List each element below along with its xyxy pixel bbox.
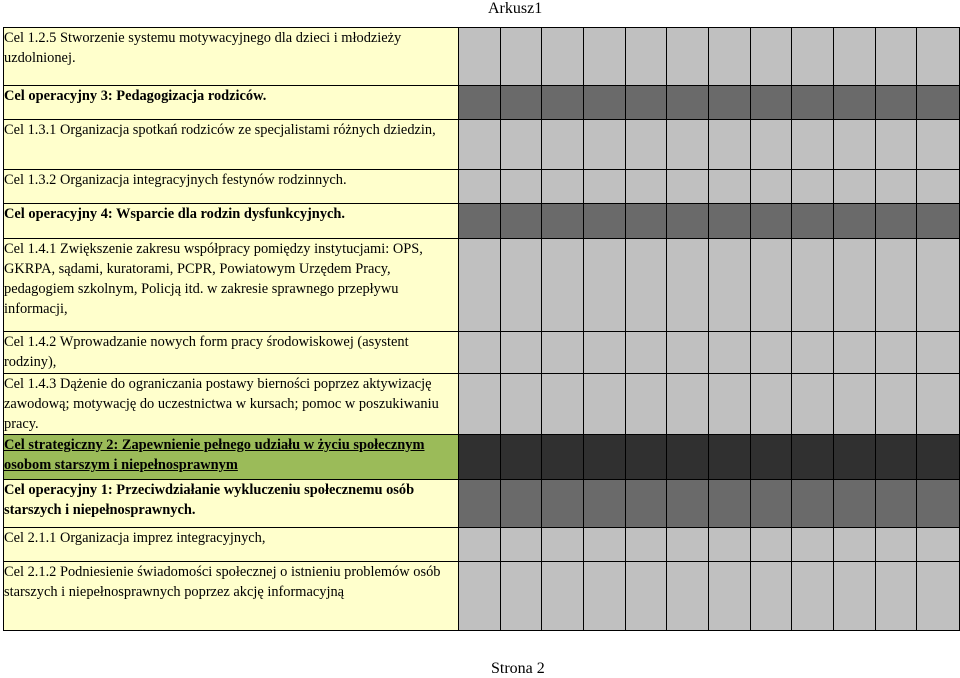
schedule-cell[interactable]	[834, 435, 876, 480]
schedule-cell[interactable]	[876, 120, 917, 170]
schedule-cell[interactable]	[501, 28, 542, 86]
schedule-cell[interactable]	[459, 435, 501, 480]
schedule-cell[interactable]	[751, 374, 792, 435]
schedule-cell[interactable]	[751, 435, 792, 480]
table-row	[4, 332, 960, 374]
schedule-cell[interactable]	[626, 374, 667, 435]
schedule-cell[interactable]	[626, 239, 667, 332]
schedule-cell[interactable]	[876, 170, 917, 204]
goal-text: Cel operacyjny 1: Przeciwdziałanie wykluczeniu społecznemu osób starszych i niepełnosprawnych.	[4, 482, 415, 518]
schedule-cell[interactable]	[709, 332, 751, 374]
schedule-cell[interactable]	[792, 86, 834, 120]
schedule-cell[interactable]	[459, 332, 501, 374]
table-row	[4, 120, 960, 170]
schedule-cell[interactable]	[584, 435, 626, 480]
goal-label-cell[interactable]	[4, 562, 459, 631]
schedule-cell[interactable]	[459, 562, 501, 631]
schedule-cell[interactable]	[792, 204, 834, 239]
goal-text: Cel 2.1.1 Organizacja imprez integracyjnych,	[4, 530, 266, 546]
schedule-cell[interactable]	[501, 204, 542, 239]
schedule-cell[interactable]	[459, 528, 501, 562]
schedule-cell[interactable]	[501, 562, 542, 631]
table-row	[4, 239, 960, 332]
schedule-cell[interactable]	[501, 239, 542, 332]
schedule-cell[interactable]	[917, 170, 960, 204]
table-row	[4, 86, 960, 120]
schedule-cell[interactable]	[667, 480, 709, 528]
schedule-cell[interactable]	[459, 28, 501, 86]
schedule-cell[interactable]	[792, 562, 834, 631]
schedule-cell[interactable]	[917, 239, 960, 332]
schedule-cell[interactable]	[917, 562, 960, 631]
schedule-cell[interactable]	[917, 120, 960, 170]
schedule-cell[interactable]	[667, 28, 709, 86]
goal-label-cell[interactable]	[4, 204, 459, 239]
schedule-cell[interactable]	[709, 120, 751, 170]
schedule-cell[interactable]	[667, 204, 709, 239]
schedule-cell[interactable]	[917, 374, 960, 435]
schedule-cell[interactable]	[626, 435, 667, 480]
goal-text: Cel 1.4.1 Zwiększenie zakresu współpracy pomiędzy instytucjami: OPS, GKRPA, sądami, kuratorami, PCPR, Powiatowym Urzędem Pracy, pedagogiem szkolnym, Policją itd. w zakresie sprawnego przepływu informacji,	[4, 241, 423, 317]
schedule-cell[interactable]	[751, 332, 792, 374]
schedule-cell[interactable]	[542, 28, 584, 86]
schedule-cell[interactable]	[501, 528, 542, 562]
schedule-cell[interactable]	[584, 28, 626, 86]
schedule-cell[interactable]	[709, 204, 751, 239]
table-row	[4, 528, 960, 562]
schedule-cell[interactable]	[584, 86, 626, 120]
schedule-cell[interactable]	[542, 332, 584, 374]
schedule-cell[interactable]	[876, 239, 917, 332]
goal-label-cell[interactable]	[4, 86, 459, 120]
schedule-cell[interactable]	[667, 170, 709, 204]
schedule-cell[interactable]	[834, 239, 876, 332]
schedule-cell[interactable]	[751, 239, 792, 332]
goal-label-cell[interactable]	[4, 120, 459, 170]
schedule-cell[interactable]	[834, 374, 876, 435]
table-row	[4, 204, 960, 239]
schedule-cell[interactable]	[751, 562, 792, 631]
schedule-cell[interactable]	[501, 120, 542, 170]
schedule-cell[interactable]	[459, 120, 501, 170]
schedule-cell[interactable]	[501, 435, 542, 480]
schedule-cell[interactable]	[542, 562, 584, 631]
schedule-cell[interactable]	[542, 239, 584, 332]
schedule-cell[interactable]	[626, 204, 667, 239]
schedule-cell[interactable]	[501, 374, 542, 435]
schedule-cell[interactable]	[751, 170, 792, 204]
schedule-cell[interactable]	[584, 480, 626, 528]
schedule-cell[interactable]	[501, 170, 542, 204]
schedule-cell[interactable]	[876, 332, 917, 374]
schedule-cell[interactable]	[792, 239, 834, 332]
schedule-cell[interactable]	[542, 528, 584, 562]
schedule-cell[interactable]	[751, 86, 792, 120]
page-number: Strona 2	[491, 660, 545, 677]
table-row	[4, 435, 960, 480]
goal-text: Cel strategiczny 2: Zapewnienie pełnego udziału w życiu społecznym osobom starszym i niepełnosprawnym	[4, 437, 425, 473]
schedule-cell[interactable]	[792, 480, 834, 528]
schedule-cell[interactable]	[542, 480, 584, 528]
goal-label-cell[interactable]	[4, 435, 459, 480]
schedule-cell[interactable]	[459, 374, 501, 435]
schedule-cell[interactable]	[834, 332, 876, 374]
schedule-cell[interactable]	[876, 562, 917, 631]
schedule-cell[interactable]	[542, 374, 584, 435]
schedule-cell[interactable]	[459, 170, 501, 204]
goal-text: Cel 1.3.2 Organizacja integracyjnych festynów rodzinnych.	[4, 172, 347, 188]
schedule-cell[interactable]	[834, 86, 876, 120]
goal-text: Cel 1.4.3 Dążenie do ograniczania postawy bierności poprzez aktywizację zawodową; motywację do uczestnictwa w kursach; pomoc w poszukiwaniu pracy.	[4, 376, 439, 432]
schedule-cell[interactable]	[917, 332, 960, 374]
schedule-cell[interactable]	[667, 374, 709, 435]
schedule-cell[interactable]	[709, 435, 751, 480]
schedule-cell[interactable]	[501, 86, 542, 120]
schedule-cell[interactable]	[667, 332, 709, 374]
goal-text: Cel operacyjny 4: Wsparcie dla rodzin dysfunkcyjnych.	[4, 206, 345, 222]
goal-label-cell[interactable]	[4, 28, 459, 86]
schedule-cell[interactable]	[876, 480, 917, 528]
schedule-cell[interactable]	[626, 28, 667, 86]
schedule-cell[interactable]	[459, 204, 501, 239]
schedule-cell[interactable]	[917, 435, 960, 480]
schedule-cell[interactable]	[501, 480, 542, 528]
goal-text: Cel 1.2.5 Stworzenie systemu motywacyjnego dla dzieci i młodzieży uzdolnionej.	[4, 30, 402, 66]
schedule-cell[interactable]	[667, 562, 709, 631]
schedule-cell[interactable]	[917, 204, 960, 239]
goal-text: Cel 1.4.2 Wprowadzanie nowych form pracy środowiskowej (asystent rodziny),	[4, 334, 409, 370]
schedule-cell[interactable]	[876, 28, 917, 86]
goal-text: Cel 2.1.2 Podniesienie świadomości społecznej o istnieniu problemów osób starszych i niepełnosprawnych poprzez akcję informacyjną	[4, 564, 441, 600]
schedule-cell[interactable]	[709, 562, 751, 631]
schedule-cell[interactable]	[584, 374, 626, 435]
goal-label-cell[interactable]	[4, 239, 459, 332]
schedule-cell[interactable]	[834, 204, 876, 239]
goal-label-cell[interactable]	[4, 528, 459, 562]
schedule-cell[interactable]	[792, 120, 834, 170]
schedule-cell[interactable]	[751, 204, 792, 239]
schedule-cell[interactable]	[834, 28, 876, 86]
schedule-cell[interactable]	[917, 528, 960, 562]
schedule-cell[interactable]	[709, 86, 751, 120]
schedule-cell[interactable]	[917, 480, 960, 528]
schedule-cell[interactable]	[584, 170, 626, 204]
schedule-cell[interactable]	[834, 562, 876, 631]
schedule-cell[interactable]	[667, 528, 709, 562]
schedule-cell[interactable]	[709, 170, 751, 204]
schedule-cell[interactable]	[751, 480, 792, 528]
schedule-cell[interactable]	[667, 435, 709, 480]
schedule-cell[interactable]	[542, 120, 584, 170]
goal-label-cell[interactable]	[4, 332, 459, 374]
goal-label-cell[interactable]	[4, 170, 459, 204]
schedule-cell[interactable]	[584, 562, 626, 631]
sheet-name: Arkusz1	[488, 0, 543, 17]
schedule-cell[interactable]	[709, 480, 751, 528]
schedule-cell[interactable]	[542, 204, 584, 239]
schedule-cell[interactable]	[792, 435, 834, 480]
schedule-cell[interactable]	[709, 239, 751, 332]
schedule-cell[interactable]	[501, 332, 542, 374]
schedule-cell[interactable]	[751, 28, 792, 86]
schedule-cell[interactable]	[542, 170, 584, 204]
schedule-cell[interactable]	[626, 480, 667, 528]
schedule-cell[interactable]	[584, 204, 626, 239]
schedule-cell[interactable]	[834, 480, 876, 528]
schedule-cell[interactable]	[792, 528, 834, 562]
schedule-cell[interactable]	[792, 374, 834, 435]
schedule-cell[interactable]	[626, 86, 667, 120]
schedule-cell[interactable]	[667, 239, 709, 332]
table-row	[4, 28, 960, 86]
schedule-cell[interactable]	[542, 86, 584, 120]
schedule-cell[interactable]	[626, 332, 667, 374]
schedule-cell[interactable]	[626, 170, 667, 204]
goal-label-cell[interactable]	[4, 480, 459, 528]
schedule-cell[interactable]	[626, 528, 667, 562]
schedule-cell[interactable]	[792, 332, 834, 374]
schedule-cell[interactable]	[792, 28, 834, 86]
schedule-cell[interactable]	[626, 562, 667, 631]
schedule-cell[interactable]	[667, 120, 709, 170]
schedule-cell[interactable]	[459, 86, 501, 120]
schedule-cell[interactable]	[834, 170, 876, 204]
schedule-cell[interactable]	[709, 28, 751, 86]
table-row	[4, 374, 960, 435]
schedule-cell[interactable]	[792, 170, 834, 204]
schedule-cell[interactable]	[584, 120, 626, 170]
table-row	[4, 480, 960, 528]
schedule-cell[interactable]	[876, 374, 917, 435]
schedule-cell[interactable]	[459, 480, 501, 528]
schedule-cell[interactable]	[542, 435, 584, 480]
schedule-cell[interactable]	[834, 120, 876, 170]
schedule-cell[interactable]	[626, 120, 667, 170]
goal-label-cell[interactable]	[4, 374, 459, 435]
schedule-cell[interactable]	[584, 332, 626, 374]
schedule-cell[interactable]	[876, 86, 917, 120]
schedule-cell[interactable]	[917, 86, 960, 120]
schedule-cell[interactable]	[751, 528, 792, 562]
schedule-cell[interactable]	[709, 528, 751, 562]
schedule-cell[interactable]	[834, 528, 876, 562]
schedule-cell[interactable]	[584, 528, 626, 562]
schedule-cell[interactable]	[876, 435, 917, 480]
schedule-cell[interactable]	[584, 239, 626, 332]
goal-text: Cel 1.3.1 Organizacja spotkań rodziców ze specjalistami różnych dziedzin,	[4, 122, 436, 138]
schedule-cell[interactable]	[459, 239, 501, 332]
schedule-cell[interactable]	[751, 120, 792, 170]
schedule-cell[interactable]	[709, 374, 751, 435]
plan-table	[3, 27, 960, 631]
table-row	[4, 562, 960, 631]
table-row	[4, 170, 960, 204]
schedule-cell[interactable]	[917, 28, 960, 86]
schedule-cell[interactable]	[876, 528, 917, 562]
goal-text: Cel operacyjny 3: Pedagogizacja rodziców.	[4, 88, 267, 104]
schedule-cell[interactable]	[876, 204, 917, 239]
schedule-cell[interactable]	[667, 86, 709, 120]
